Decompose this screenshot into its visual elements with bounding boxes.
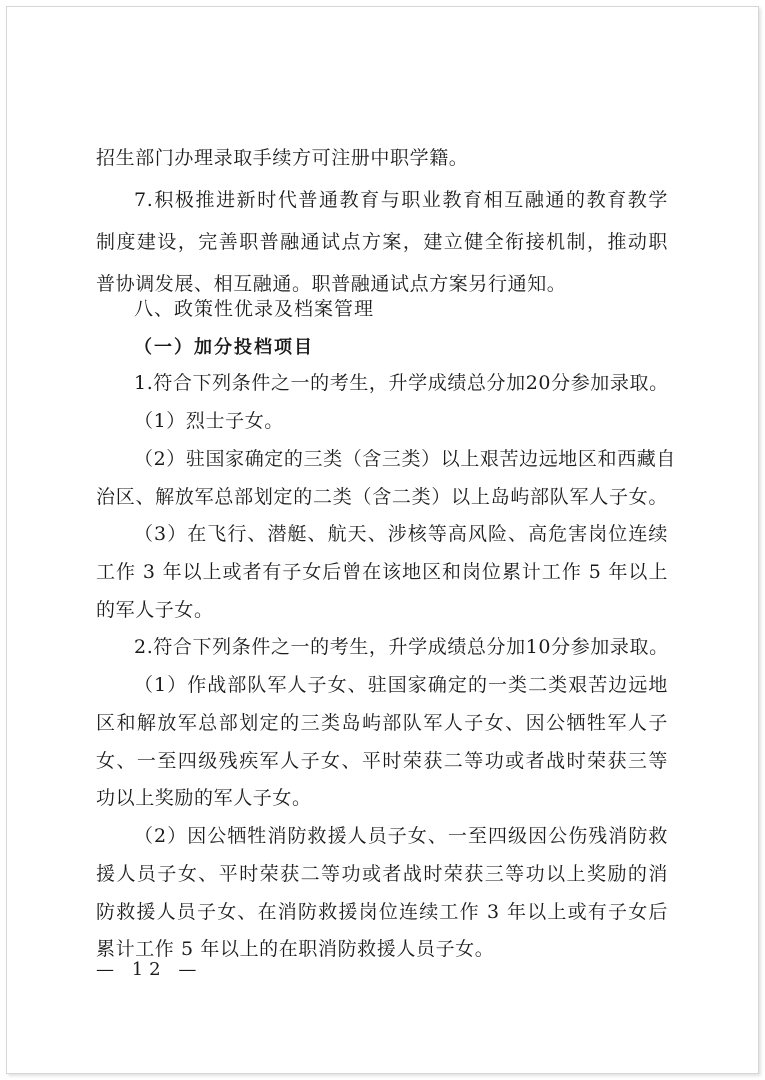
text-line: 招生部门办理录取手续方可注册中职学籍。 <box>96 147 469 169</box>
text-line: （2）因公牺牲消防救援人员子女、一至四级因公伤残消防救 <box>134 825 668 847</box>
text-line: 7.积极推进新时代普通教育与职业教育相互融通的教育教学 <box>134 189 668 211</box>
text-line: 工作 3 年以上或者有子女后曾在该地区和岗位累计工作 5 年以上 <box>96 561 668 583</box>
page-number: — 12 — <box>96 959 203 980</box>
text-line: 援人员子女、平时荣获二等功或者战时荣获三等功以上奖励的消 <box>96 863 668 885</box>
text-line: （1）作战部队军人子女、驻国家确定的一类二类艰苦边远地 <box>134 674 668 696</box>
text-line: （3）在飞行、潜艇、航天、涉核等高风险、高危害岗位连续 <box>134 523 668 545</box>
text-line: 1.符合下列条件之一的考生，升学成绩总分加20分参加录取。 <box>134 372 669 394</box>
text-line: 防救援人员子女、在消防救援岗位连续工作 3 年以上或有子女后 <box>96 901 668 923</box>
text-line: 的军人子女。 <box>96 599 214 621</box>
text-line: 累计工作 5 年以上的在职消防救援人员子女。 <box>96 938 495 960</box>
text-line: 普协调发展、相互融通。职普融通试点方案另行通知。 <box>96 273 567 295</box>
text-line: 女、一至四级残疾军人子女、平时荣获二等功或者战时荣获三等 <box>96 750 668 772</box>
text-line: （1）烈士子女。 <box>134 410 284 432</box>
text-line: 2.符合下列条件之一的考生，升学成绩总分加10分参加录取。 <box>134 636 669 658</box>
text-line: 区和解放军总部划定的三类岛屿部队军人子女、因公牺牲军人子 <box>96 712 668 734</box>
text-line: （2）驻国家确定的三类（含三类）以上艰苦边远地区和西藏自 <box>134 448 676 470</box>
section-heading: 八、政策性优录及档案管理 <box>134 298 375 320</box>
text-line: 制度建设，完善职普融通试点方案，建立健全衔接机制，推动职 <box>96 231 668 253</box>
subsection-heading: （一）加分投档项目 <box>134 337 314 358</box>
text-line: 功以上奖励的军人子女。 <box>96 787 312 809</box>
text-line: 治区、解放军总部划定的二类（含二类）以上岛屿部队军人子女。 <box>96 486 668 508</box>
